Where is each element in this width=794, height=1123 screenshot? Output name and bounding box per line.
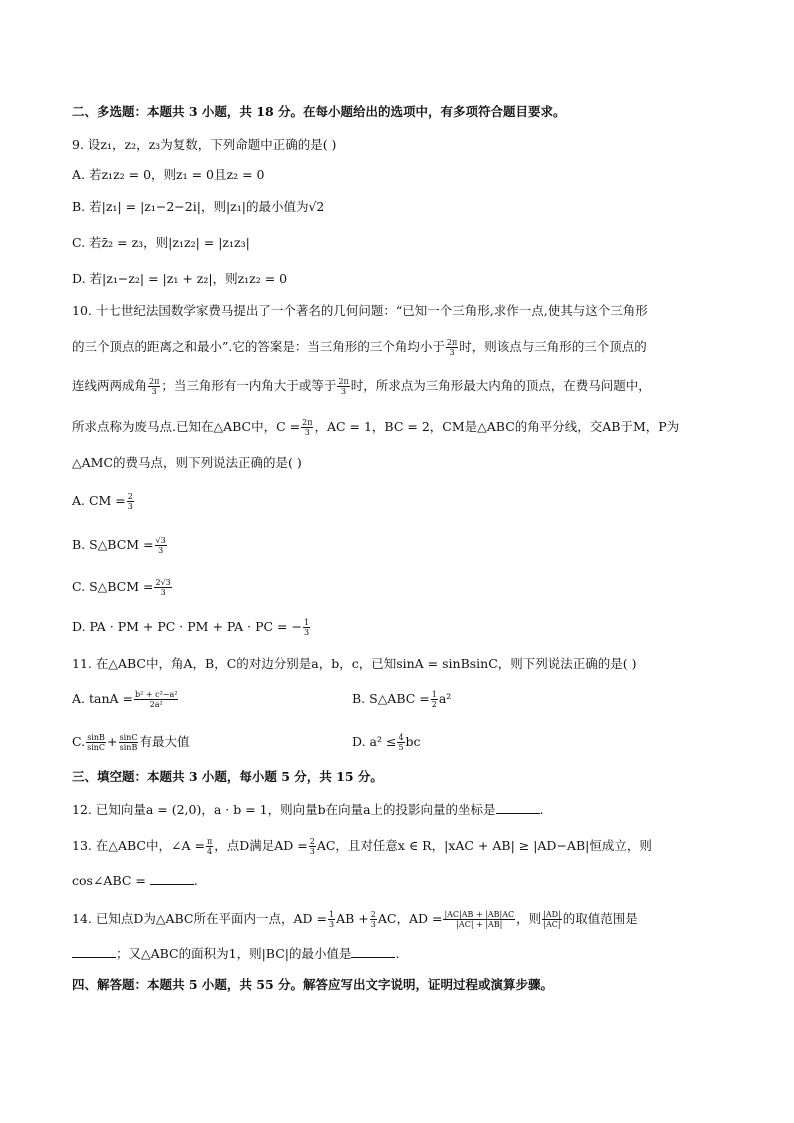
fraction-numerator: |AD| <box>543 910 561 919</box>
answer-blank[interactable] <box>351 945 395 958</box>
option-label: D. a² ≤ <box>352 734 397 749</box>
exam-page <box>72 0 732 1123</box>
q14-line-2-a: ；又△ABC的面积为1，则|BC|的最小值是 <box>116 946 352 961</box>
fraction <box>370 910 377 929</box>
q14-text-e: 的取值范围是 <box>562 911 638 926</box>
fraction-denominator: 3 <box>127 502 133 511</box>
fraction-denominator: 3 <box>449 348 455 357</box>
q14-line-2 <box>72 945 399 963</box>
fraction-numerator: 2π <box>149 377 160 386</box>
section-3-title: 三、填空题：本题共 3 小题，每小题 5 分，共 15 分。 <box>72 769 383 784</box>
fraction-denominator: 2 <box>431 700 437 709</box>
fraction-numerator: 2π <box>338 377 349 386</box>
fraction-denominator: 3 <box>158 546 164 555</box>
q11-option-d <box>352 733 421 752</box>
fraction <box>155 536 167 555</box>
q10-line-1: 10. 十七世纪法国数学家费马提出了一个著名的几何问题：“已知一个三角形,求作一点,使其与这个三角形 <box>72 303 648 318</box>
fraction-numerator: 1 <box>303 618 310 627</box>
q10-line-4 <box>72 418 679 437</box>
fraction-numerator: 2π <box>446 338 458 347</box>
fraction-numerator: 2 <box>127 492 133 501</box>
fraction-numerator: 2 <box>370 910 376 919</box>
q14-line-2-b: . <box>395 946 400 961</box>
option-label: D. PA · PM + PC · PM + PA · PC = − <box>72 619 302 634</box>
q10-option-d <box>72 618 311 637</box>
fraction-numerator: b² + c²−a² <box>134 690 178 699</box>
q10-line-2-a: 的三个顶点的距离之和最小”.它的答案是：当三角形的三个角均小于 <box>72 339 445 354</box>
q10-line-4-a: 所求点称为废马点.已知在△ABC中，C = <box>72 419 301 434</box>
fraction-denominator: 3 <box>329 920 335 929</box>
option-tail: a² <box>438 691 452 706</box>
fraction <box>127 492 134 511</box>
fraction-denominator: 3 <box>370 920 376 929</box>
fraction <box>328 910 335 929</box>
fraction-numerator: sinB <box>87 733 105 742</box>
fraction-numerator: |AC|AB + |AB|AC <box>444 910 515 919</box>
q13-line-2-a: cos∠ABC = <box>72 873 146 888</box>
fraction-numerator: 2π <box>302 418 313 427</box>
fraction-numerator: 2 <box>309 837 315 846</box>
fraction <box>397 733 404 752</box>
q13-text-b: ，点D满足AD = <box>214 838 308 853</box>
q10-option-a <box>72 492 135 511</box>
option-label: A. tanA = <box>72 691 133 706</box>
q14-text-c: AC，AD = <box>377 911 443 926</box>
fraction-numerator: 1 <box>431 690 437 699</box>
fraction <box>119 733 139 752</box>
q13-line-1 <box>72 837 652 856</box>
q10-line-2-b: 时，则该点与三角形的三个顶点的 <box>459 339 647 354</box>
q10-option-b <box>72 536 168 555</box>
fraction-numerator: 2√3 <box>155 578 171 587</box>
fraction <box>86 733 106 752</box>
fraction-denominator: |AC| + |AB| <box>456 920 503 929</box>
q9-option-a: A. 若z₁z₂ = 0，则z₁ = 0且z₂ = 0 <box>72 167 265 182</box>
q10-line-5: △AMC的费马点，则下列说法正确的是( ) <box>72 455 302 470</box>
fraction-2pi-3 <box>446 338 458 357</box>
q13-line-2-b: . <box>193 873 198 888</box>
q11-option-b <box>352 690 451 709</box>
plus-sign: + <box>107 734 118 749</box>
fraction <box>431 690 438 709</box>
q13-text-a: 13. 在△ABC中，∠A = <box>72 838 205 853</box>
fraction-2pi-3 <box>301 418 313 437</box>
q13-text-c: AC，且对任意x ∈ R，|xAC + AB| ≥ |AD−AB|恒成立，则 <box>316 838 652 853</box>
fraction-denominator: 4 <box>207 847 213 856</box>
option-label: B. S△ABC = <box>352 691 430 706</box>
q12-tail: . <box>539 802 544 817</box>
fraction <box>134 690 178 709</box>
fraction <box>309 837 316 856</box>
fraction-denominator: 3 <box>160 588 166 597</box>
q13-line-2 <box>72 872 198 890</box>
section-4-title: 四、解答题：本题共 5 小题，共 55 分。解答应写出文字说明，证明过程或演算步骤。 <box>72 977 554 992</box>
fraction-numerator: π <box>206 837 213 846</box>
fraction-denominator: 5 <box>398 743 404 752</box>
fraction-denominator: 3 <box>151 387 157 396</box>
q10-line-3-c: 时，所求点为三角形最大内角的顶点，在费马问题中， <box>350 378 651 393</box>
fraction-2pi-3 <box>148 377 160 396</box>
option-label: B. S△BCM = <box>72 537 154 552</box>
q10-line-4-b: ，AC = 1，BC = 2，CM是△ABC的角平分线，交AB于M，P为 <box>314 419 680 434</box>
q10-line-2 <box>72 338 647 357</box>
q10-line-3 <box>72 377 651 396</box>
fraction-numerator: 1 <box>329 910 335 919</box>
fraction <box>542 910 562 929</box>
option-tail: 有最大值 <box>139 734 190 749</box>
q14-text-d: ，则 <box>516 911 542 926</box>
fraction <box>154 578 171 597</box>
q9-option-d: D. 若|z₁−z₂| = |z₁ + z₂|，则z₁z₂ = 0 <box>72 271 288 286</box>
fraction-denominator: 2a² <box>149 700 163 709</box>
q11-stem: 11. 在△ABC中，角A，B，C的对边分别是a，b，c，已知sinA = sinBsinC，则下列说法正确的是( ) <box>72 656 637 671</box>
q12-stem: 12. 已知向量a = (2,0)，a · b = 1，则向量b在向量a上的投影向量的坐标是 <box>72 802 496 817</box>
q14-text-a: 14. 已知点D为△ABC所在平面内一点，AD = <box>72 911 327 926</box>
q14-text-b: AB + <box>336 911 369 926</box>
option-label: A. CM = <box>72 493 126 508</box>
option-tail: bc <box>405 734 421 749</box>
q9-option-b: B. 若|z₁| = |z₁−2−2i|，则|z₁|的最小值为√2 <box>72 199 325 214</box>
q10-line-3-b: ；当三角形有一内角大于或等于 <box>161 378 337 393</box>
fraction-numerator: sinC <box>119 733 138 742</box>
fraction <box>443 910 515 929</box>
fraction-numerator: 4 <box>398 733 404 742</box>
option-label: C. S△BCM = <box>72 579 154 594</box>
q10-line-3-a: 连线两两成角 <box>72 378 148 393</box>
q11-option-a <box>72 690 179 709</box>
q11-option-c <box>72 733 189 752</box>
fraction-denominator: |AC| <box>543 920 561 929</box>
q9-stem: 9. 设z₁，z₂，z₃为复数，下列命题中正确的是( ) <box>72 137 337 152</box>
fraction-denominator: 3 <box>304 428 310 437</box>
fraction-numerator: √3 <box>155 536 166 545</box>
q12-text <box>72 801 544 819</box>
fraction-2pi-3 <box>337 377 349 396</box>
fraction-denominator: sinB <box>119 743 138 752</box>
section-2-title: 二、多选题：本题共 3 小题，共 18 分。在每小题给出的选项中，有多项符合题目要求。 <box>72 104 566 119</box>
fraction <box>303 618 310 637</box>
answer-blank[interactable] <box>72 945 116 958</box>
q10-option-c <box>72 578 173 597</box>
fraction-denominator: 3 <box>309 847 315 856</box>
fraction-denominator: sinC <box>87 743 106 752</box>
fraction-denominator: 3 <box>341 387 347 396</box>
q14-line-1 <box>72 910 638 929</box>
answer-blank[interactable] <box>150 872 194 885</box>
fraction-denominator: 3 <box>303 628 310 637</box>
q9-option-c: C. 若z̄₂ = z₃，则|z₁z₂| = |z₁z₃| <box>72 235 250 250</box>
option-label: C. <box>72 734 86 749</box>
answer-blank[interactable] <box>496 801 540 814</box>
fraction <box>206 837 213 856</box>
